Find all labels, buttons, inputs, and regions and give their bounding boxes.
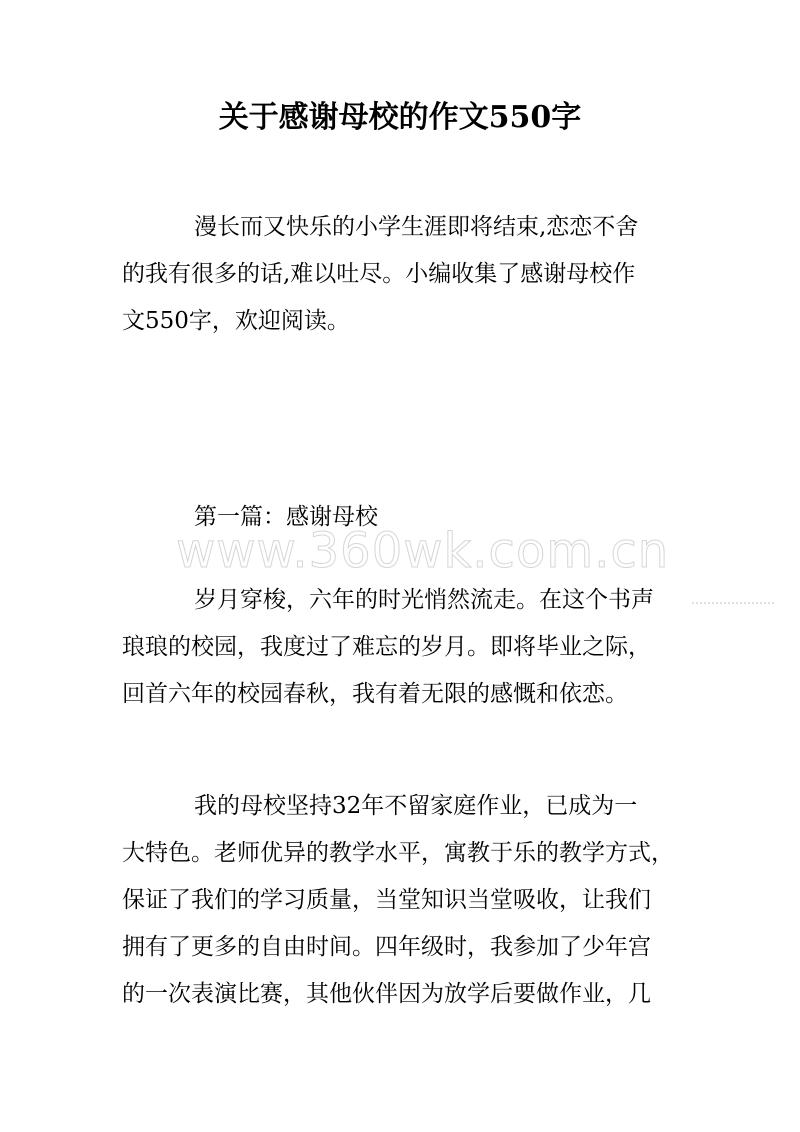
- intro-line: 漫长而又快乐的小学生涯即将结束,恋恋不舍: [194, 214, 639, 240]
- paragraph-line: 大特色。老师优异的教学水平，寓教于乐的教学方式，: [122, 840, 674, 866]
- paragraph-line: 保证了我们的学习质量，当堂知识当堂吸收，让我们: [122, 887, 651, 913]
- paragraph-line: 的一次表演比赛，其他伙伴因为放学后要做作业，几: [122, 981, 651, 1007]
- paragraph-line: 回首六年的校园春秋，我有着无限的感慨和依恋。: [122, 681, 628, 707]
- paragraph-line: 我的母校坚持32年不留家庭作业，已成为一: [194, 793, 638, 819]
- section-heading: 第一篇：感谢母校: [194, 504, 378, 530]
- paragraph-2: [122, 783, 702, 1018]
- paragraph-line: 琅琅的校园，我度过了难忘的岁月。即将毕业之际，: [122, 634, 651, 660]
- paragraph-line: 岁月穿梭，六年的时光悄然流走。在这个书声: [194, 587, 654, 613]
- intro-line: 的我有很多的话,难以吐尽。小编收集了感谢母校作: [122, 261, 636, 287]
- paragraph-line: 拥有了更多的自由时间。四年级时，我参加了少年宫: [122, 934, 651, 960]
- dotted-divider: [692, 602, 774, 604]
- intro-paragraph: [122, 204, 702, 345]
- intro-line: 文550字，欢迎阅读。: [122, 308, 350, 334]
- document-title: 关于感谢母校的作文550字: [218, 100, 582, 135]
- watermark-text: www.360wk.com.cn: [176, 523, 670, 579]
- paragraph-1: [122, 577, 702, 718]
